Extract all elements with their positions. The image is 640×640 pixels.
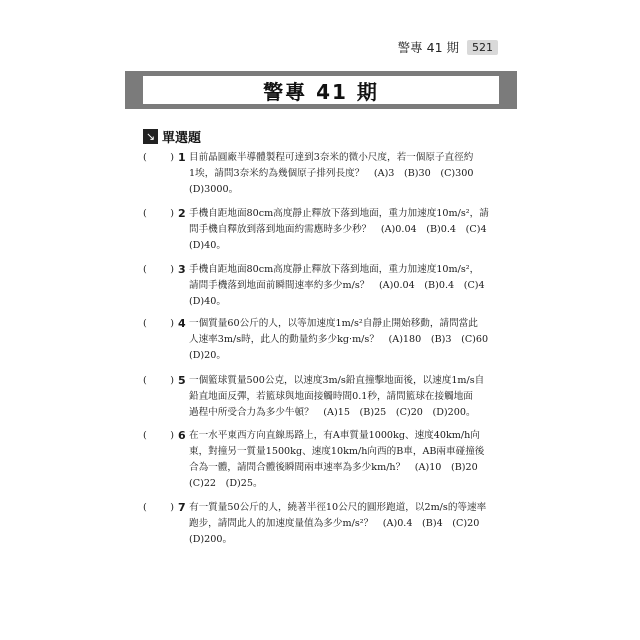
- question-line: (C)22 (D)25。: [189, 478, 263, 489]
- answer-blank: ( ): [143, 318, 174, 329]
- question-number: 6: [178, 429, 186, 442]
- answer-blank: ( ): [143, 430, 174, 441]
- answer-blank: ( ): [143, 264, 174, 275]
- question-item: [143, 316, 503, 364]
- chapter-banner-inner: [143, 76, 499, 104]
- question-text: [189, 262, 503, 310]
- question-number: 7: [178, 501, 186, 514]
- question-line: 人速率3m/s時，此人的動量約多少kg‧m/s？ (A)180 (B)3 (C)60: [189, 334, 489, 345]
- question-text: [189, 500, 503, 548]
- answer-blank: ( ): [143, 502, 174, 513]
- question-line: 手機自距地面80cm高度靜止釋放下落到地面，重力加速度10m/s²，請: [189, 208, 489, 219]
- question-line: 問手機自釋放到落到地面約需應時多少秒？ (A)0.04 (B)0.4 (C)4: [189, 224, 487, 235]
- question-line: 東，對撞另一質量1500kg、速度10km/h向西的B車，AB兩車碰撞後: [189, 446, 485, 457]
- question-line: (D)3000。: [189, 184, 239, 195]
- question-item: [143, 262, 503, 310]
- arrow-icon: ↘: [143, 129, 158, 144]
- question-number: 4: [178, 317, 186, 330]
- question-text: [189, 206, 503, 254]
- question-line: (D)40。: [189, 296, 226, 307]
- question-item: [143, 500, 503, 548]
- question-item: [143, 373, 503, 421]
- running-header: [398, 38, 498, 56]
- question-line: 在一水平東西方向直線馬路上，有A車質量1000kg、速度40km/h向: [189, 430, 480, 441]
- section-title: 單選題: [162, 131, 202, 146]
- question-number: 3: [178, 263, 186, 276]
- question-line: (D)20。: [189, 350, 226, 361]
- chapter-title: 警專 41 期: [263, 79, 379, 104]
- question-item: [143, 150, 503, 198]
- question-line: 過程中所受合力為多少牛頓？ (A)15 (B)25 (C)20 (D)200。: [189, 407, 476, 418]
- question-line: 跑步，請問此人的加速度量值為多少m/s²？ (A)0.4 (B)4 (C)20: [189, 518, 480, 529]
- question-line: 手機自距地面80cm高度靜止釋放下落到地面，重力加速度10m/s²，: [189, 264, 480, 275]
- question-line: 1埃，請問3奈米約為幾個原子排列長度？ (A)3 (B)30 (C)300: [189, 168, 474, 179]
- question-line: 一個籃球質量500公克，以速度3m/s鉛直撞擊地面後，以速度1m/s自: [189, 375, 485, 386]
- answer-blank: ( ): [143, 375, 174, 386]
- question-number: 5: [178, 374, 186, 387]
- question-text: [189, 150, 503, 198]
- question-line: (D)200。: [189, 534, 233, 545]
- question-line: 鉛直地面反彈，若籃球與地面接觸時間0.1秒，請問籃球在接觸地面: [189, 391, 473, 402]
- running-title: 警專 41 期: [397, 40, 459, 55]
- page-number: 521: [467, 40, 498, 55]
- question-text: [189, 373, 503, 421]
- question-line: 請問手機落到地面前瞬間速率約多少m/s？ (A)0.04 (B)0.4 (C)4: [189, 280, 485, 291]
- question-number: 2: [178, 207, 186, 220]
- question-item: [143, 428, 503, 492]
- question-line: 一個質量60公斤的人，以等加速度1m/s²自靜止開始移動，請問當此: [189, 318, 478, 329]
- question-line: 有一質量50公斤的人，繞著半徑10公尺的圓形跑道，以2m/s的等速率: [189, 502, 487, 513]
- section-heading: [143, 127, 201, 146]
- question-text: [189, 428, 503, 492]
- answer-blank: ( ): [143, 208, 174, 219]
- question-line: (D)40。: [189, 240, 226, 251]
- question-item: [143, 206, 503, 254]
- question-text: [189, 316, 503, 364]
- question-line: 合為一體，請問合體後瞬間兩車速率為多少km/h？ (A)10 (B)20: [189, 462, 478, 473]
- chapter-banner: [125, 71, 517, 109]
- question-number: 1: [178, 151, 186, 164]
- answer-blank: ( ): [143, 152, 174, 163]
- question-line: 目前晶圓廠半導體製程可達到3奈米的微小尺度，若一個原子直徑約: [189, 152, 474, 163]
